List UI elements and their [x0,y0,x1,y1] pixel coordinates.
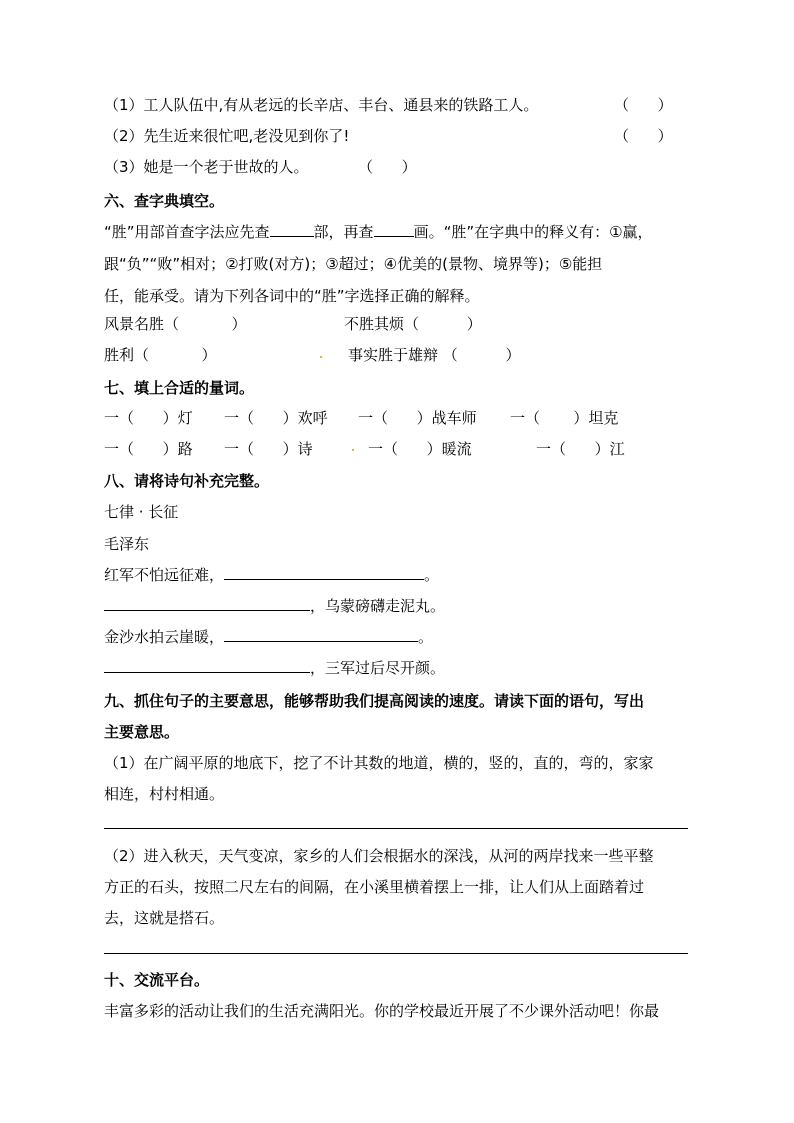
poem-punct: 。 [424,566,440,584]
word-label: 不胜其烦（ [344,315,420,333]
sec9-s1-line1: （1）在广阔平原的地底下，挖了不计其数的地道，横的，竖的，直的，弯的，家家 [104,754,654,772]
paren-close: ） [416,409,432,427]
sec7-title: 七、填上合适的量词。 [104,379,255,397]
measure-noun: 暖流 [441,440,472,458]
paren-open: （ [614,127,630,145]
answer-paren-2[interactable] [614,126,673,146]
poem-punct: 。 [418,628,434,646]
poem-blank[interactable] [224,627,418,642]
poem-text: ，乌蒙磅礴走泥丸。 [310,597,446,615]
sec8-title: 八、请将诗句补充完整。 [104,472,270,490]
answer-paren-1[interactable] [614,95,673,115]
poem-author: 毛泽东 [104,535,150,553]
measure-noun: 路 [177,440,193,458]
paren-close: ） [162,440,178,458]
sec6-para-line1 [104,222,653,242]
measure-item[interactable] [224,408,328,428]
answer-line-2[interactable] [104,953,688,954]
sec10-title: 十、交流平台。 [104,971,210,989]
stray-dot [352,449,354,451]
sec5-q2: （2）先生近来很忙吧,老没见到你了! [104,127,350,145]
paren-close: ） [282,409,298,427]
measure-noun: 坦克 [588,409,619,427]
sec9-s2-line2: 方正的石头，按照二尺左右的间隔，在小溪里横着摆上一排，让人们从上面踏着过 [104,878,645,896]
measure-item[interactable] [536,439,625,459]
sec9-s2-line3: 去，这就是搭石。 [104,909,225,927]
measure-noun: 诗 [297,440,313,458]
measure-prefix: 一（ [224,409,255,427]
paren-close: ） [466,315,482,333]
sec5-q3: （3）她是一个老于世故的人。 [104,158,309,176]
answer-paren-3[interactable] [358,157,417,177]
poem-blank[interactable] [224,565,424,580]
measure-item[interactable] [368,439,472,459]
sec5-q1: （1）工人队伍中,有从老远的长辛店、丰台、通县来的铁路工人。 [104,96,539,114]
measure-noun: 灯 [177,409,193,427]
answer-line-1[interactable] [104,828,688,829]
sec6-title: 六、查字典填空。 [104,192,225,210]
paren-close: ） [282,440,298,458]
paren-close: ） [657,96,673,114]
word-label: 胜利（ [104,346,150,364]
measure-prefix: 一（ [104,409,135,427]
measure-prefix: 一（ [510,409,541,427]
word-label: 事实胜于雄辩 （ [348,346,458,364]
sec10-para: 丰富多彩的活动让我们的生活充满阳光。你的学校最近开展了不少课外活动吧！你最 [104,1002,660,1020]
measure-item[interactable] [510,408,618,428]
sec9-s1-line2: 相连，村村相通。 [104,785,225,803]
poem-line-4 [104,658,445,678]
measure-item[interactable] [358,408,477,428]
paren-close: ） [162,409,178,427]
sec9-title-line1: 九、抓住句子的主要意思，能够帮助我们提高阅读的速度。请读下面的语句，写出 [104,692,645,710]
paren-close: ） [594,440,610,458]
sec6-p1b: 部，再查 [313,223,374,241]
measure-noun: 欢呼 [297,409,328,427]
measure-item[interactable] [104,439,193,459]
poem-blank[interactable] [104,596,310,611]
poem-blank[interactable] [104,658,310,673]
measure-noun: 江 [609,440,625,458]
paren-close: ） [426,440,442,458]
paren-close: ） [201,346,217,364]
sec6-word-2[interactable] [344,314,482,334]
poem-line-2 [104,596,445,616]
stray-dot [320,356,322,358]
measure-prefix: 一（ [536,440,567,458]
paren-close: ） [573,409,589,427]
blank-radical[interactable] [270,222,314,237]
measure-noun: 战车师 [431,409,477,427]
sec6-word-4[interactable] [348,345,520,365]
sec9-s2-line1: （2）进入秋天，天气变凉，家乡的人们会根据水的深浅，从河的两岸找来一些平整 [104,847,654,865]
sec6-p1c: 画。“胜”在字典中的释义有：①赢， [413,223,653,241]
measure-item[interactable] [224,439,313,459]
paren-open: （ [358,158,374,176]
paren-close: ） [657,127,673,145]
paren-close: ） [231,315,247,333]
measure-prefix: 一（ [358,409,389,427]
paren-close: ） [401,158,417,176]
sec6-para-line2: 跟“负”“败”相对；②打败(对方)；③超过；④优美的(景物、境界等)；⑤能担 [104,255,603,273]
sec6-word-3[interactable] [104,345,216,365]
measure-prefix: 一（ [104,440,135,458]
sec9-title-line2: 主要意思。 [104,723,180,741]
poem-text: ，三军过后尽开颜。 [310,659,446,677]
sec6-para-line3: 任，能承受。请为下列各词中的“胜”字选择正确的解释。 [104,287,480,305]
measure-item[interactable] [104,408,193,428]
blank-strokes[interactable] [374,222,414,237]
poem-line-1 [104,565,439,585]
sec6-p1a: “胜”用部首查字法应先查 [104,223,270,241]
sec6-word-1[interactable] [104,314,246,334]
poem-title: 七律 · 长征 [104,503,179,521]
word-label: 风景名胜（ [104,315,180,333]
paren-open: （ [614,96,630,114]
paren-close: ） [505,346,521,364]
poem-text: 红军不怕远征难， [104,566,225,584]
measure-prefix: 一（ [368,440,399,458]
measure-prefix: 一（ [224,440,255,458]
poem-line-3 [104,627,433,647]
poem-text: 金沙水拍云崖暖， [104,628,225,646]
